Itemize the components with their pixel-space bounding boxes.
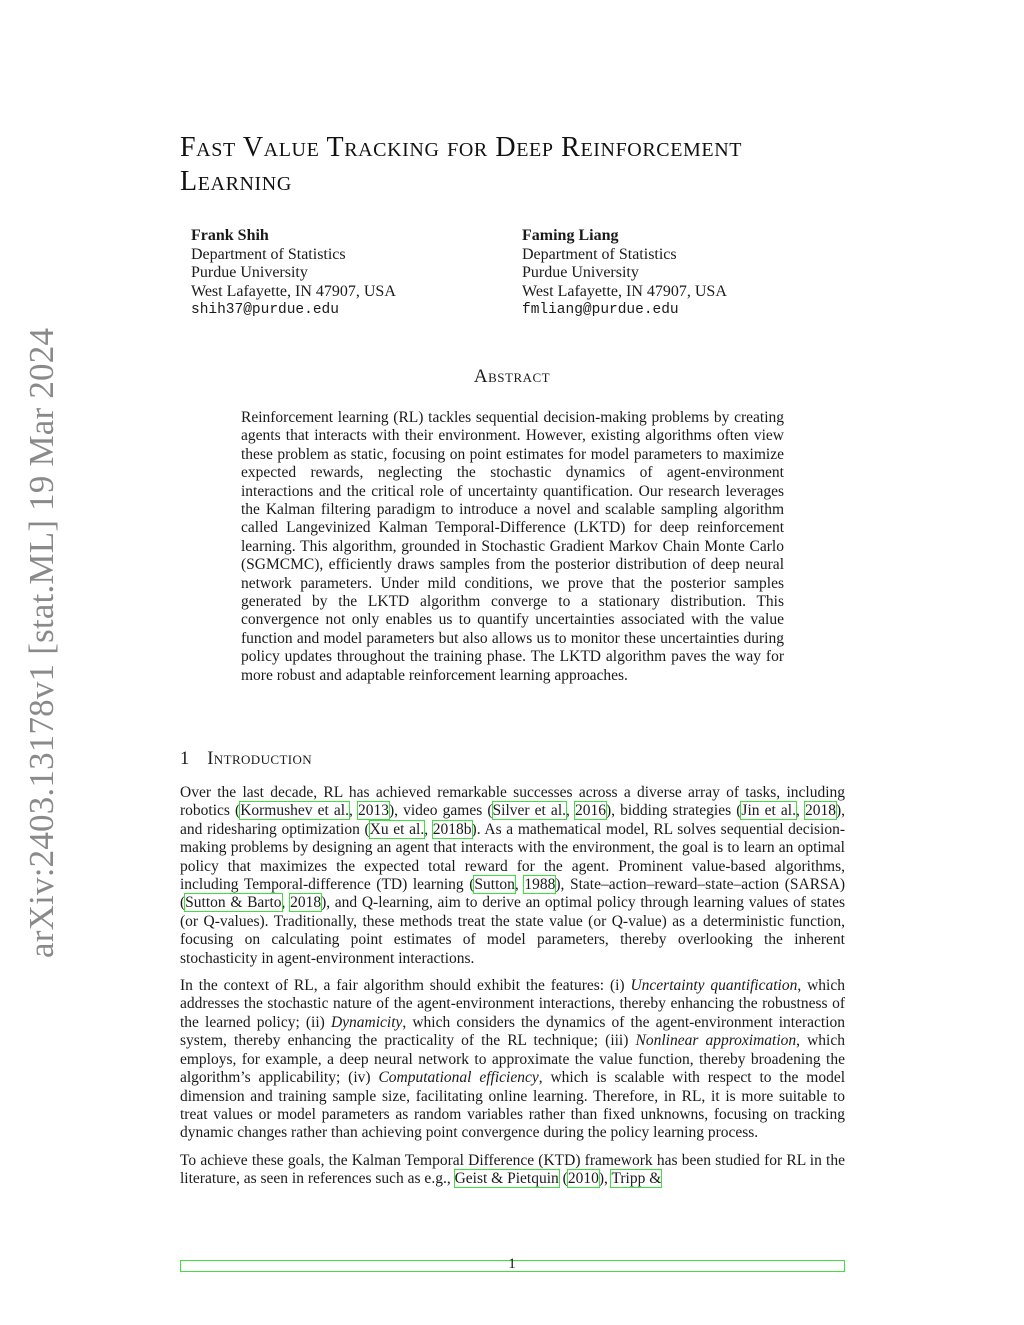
emphasis-term: Computational efficiency — [378, 1069, 539, 1087]
emphasis-term: Uncertainty quantification — [630, 977, 798, 995]
citation-link[interactable]: Kormushev et al. — [240, 802, 349, 820]
citation-link[interactable]: Silver et al. — [492, 802, 566, 820]
citation-year-link[interactable]: 2016 — [574, 802, 606, 820]
paragraph-2 — [180, 977, 845, 1143]
text-run: To achieve these goals, the Kalman Temporal Difference (KTD) framework has been studied for RL in the literature, as seen in references such as e.g., — [180, 1151, 845, 1188]
arxiv-identifier: arXiv:2403.13178v1 [stat.ML] 19 Mar 2024 — [22, 327, 61, 958]
citation-year-link[interactable]: 2018b — [432, 820, 472, 838]
section-title: Introduction — [207, 749, 313, 769]
citation-link[interactable]: Xu et al. — [369, 820, 425, 838]
citation-link[interactable]: Tripp & — [611, 1170, 662, 1188]
text-run: ), video games ( — [388, 802, 493, 820]
citation-year-link[interactable]: 2013 — [357, 802, 389, 820]
text-run: ), and Q-learning, aim to derive an optimal policy through learning values of states (or Q-values). Traditionally, these methods treat the state value (or Q-value) as a deterministic function, focusing on calculating point estimates of model parameters, thereby overlooking the inherent stochasticity in agent-environment interactions. — [180, 894, 846, 967]
text-run: ), — [598, 1170, 612, 1188]
text-run: ( — [558, 1170, 568, 1188]
section-number: 1 — [180, 749, 190, 769]
text-run: , which addresses the stochastic nature of the agent-environment interactions, thereby enhancing the robustness of the learned policy; (ii) — [180, 977, 845, 1031]
text-run: , which considers the dynamics of the agent-environment interaction system, thereby enhancing the practicality of the RL technique; (iii) — [180, 1013, 846, 1050]
text-run: ). As a mathematical model, RL solves sequential decision-making problems by designing an agent that interacts with the environment, the goal is to learn an optimal policy that maximizes the expected total reward for the agent. Prominent value-based algorithms, including Temporal-difference (TD) learning ( — [180, 820, 845, 894]
text-run: , which is scalable with respect to the model dimension and training sample size, facilitating online learning. Therefore, in RL, it is more suitable to treat values or model parameters as random variables rather than fixed unknowns, focusing on tracking dynamic changes rather than achieving point convergence during the policy learning process. — [180, 1069, 845, 1142]
text-run: , which employs, for example, a deep neural network to approximate the value function, thereby broadening the algorithm’s applicability; (iv) — [180, 1032, 845, 1087]
introduction-body — [180, 784, 845, 1198]
citation-link[interactable]: Sutton & Barto — [185, 894, 282, 912]
author-university: Purdue University — [522, 264, 639, 281]
citation-year-link[interactable]: 2010 — [567, 1170, 599, 1188]
text-run: , — [566, 802, 575, 820]
emphasis-term: Dynamicity — [330, 1013, 403, 1031]
page-number: 1 — [508, 1256, 516, 1272]
paper-title: Fast Value Tracking for Deep Reinforcement Learning — [180, 132, 743, 197]
author-email: fmliang@purdue.edu — [522, 302, 679, 318]
author-university: Purdue University — [191, 264, 308, 281]
citation-link[interactable]: Sutton — [474, 876, 515, 894]
text-run: Over the last decade, RL has achieved remarkable successes across a diverse array of tasks, including robotics ( — [180, 784, 845, 820]
author-department: Department of Statistics — [191, 245, 346, 263]
text-run: , — [424, 820, 433, 838]
author-2 — [522, 227, 822, 320]
citation-year-link[interactable]: 2018 — [290, 894, 322, 912]
citation-link[interactable]: Jin et al. — [741, 802, 796, 820]
text-run: , — [348, 802, 358, 820]
abstract-heading: Abstract — [473, 366, 551, 387]
emphasis-term: Nonlinear approximation — [635, 1032, 797, 1050]
paragraph-1 — [180, 784, 845, 968]
author-name: Faming Liang — [522, 227, 619, 244]
section-heading — [180, 749, 312, 770]
author-location: West Lafayette, IN 47907, USA — [191, 282, 396, 300]
abstract-text: Reinforcement learning (RL) tackles sequential decision-making problems by creating agents that interacts with their environment. However, existing algorithms often view these problem as static, focusing on point estimates for model parameters to maximize expected rewards, neglecting the stochastic dynamics of agent-environment interactions and the critical role of uncertainty quantification. Our research leverages the Kalman filtering paradigm to introduce a novel and scalable sampling algorithm called Langevinized Kalman Temporal-Difference (LKTD) for deep reinforcement learning. This algorithm, grounded in Stochastic Gradient Markov Chain Monte Carlo (SGMCMC), efficiently draws samples from the posterior distribution of deep neural network parameters. Under mild conditions, we prove that the posterior samples generated by the LKTD algorithm converge to a stationary distribution. This convergence not only enables us to quantify uncertainties associated with the value function and model parameters but also allows us to monitor these uncertainties during policy updates throughout the training phase. The LKTD algorithm paves the way for more robust and adaptable reinforcement learning approaches. — [241, 409, 784, 684]
text-run: ), bidding strategies ( — [605, 802, 742, 820]
text-run: , — [281, 894, 291, 912]
author-1 — [191, 227, 491, 320]
citation-year-link[interactable]: 2018 — [804, 802, 836, 820]
text-run: , — [514, 876, 525, 894]
author-block — [0, 227, 1024, 322]
text-run: ), and ridesharing optimization ( — [180, 802, 845, 838]
citation-year-link[interactable]: 1988 — [524, 876, 556, 894]
citation-link[interactable]: Geist & Pietquin — [454, 1170, 559, 1188]
author-email: shih37@purdue.edu — [191, 302, 339, 318]
text-run: , — [795, 802, 805, 820]
text-run: ), State–action–reward–state–action (SARSA) ( — [180, 876, 846, 912]
paragraph-3 — [180, 1152, 845, 1189]
text-run: In the context of RL, a fair algorithm should exhibit the features: (i) — [180, 977, 631, 995]
author-name: Frank Shih — [191, 227, 269, 244]
author-department: Department of Statistics — [522, 245, 677, 263]
author-location: West Lafayette, IN 47907, USA — [522, 282, 727, 300]
